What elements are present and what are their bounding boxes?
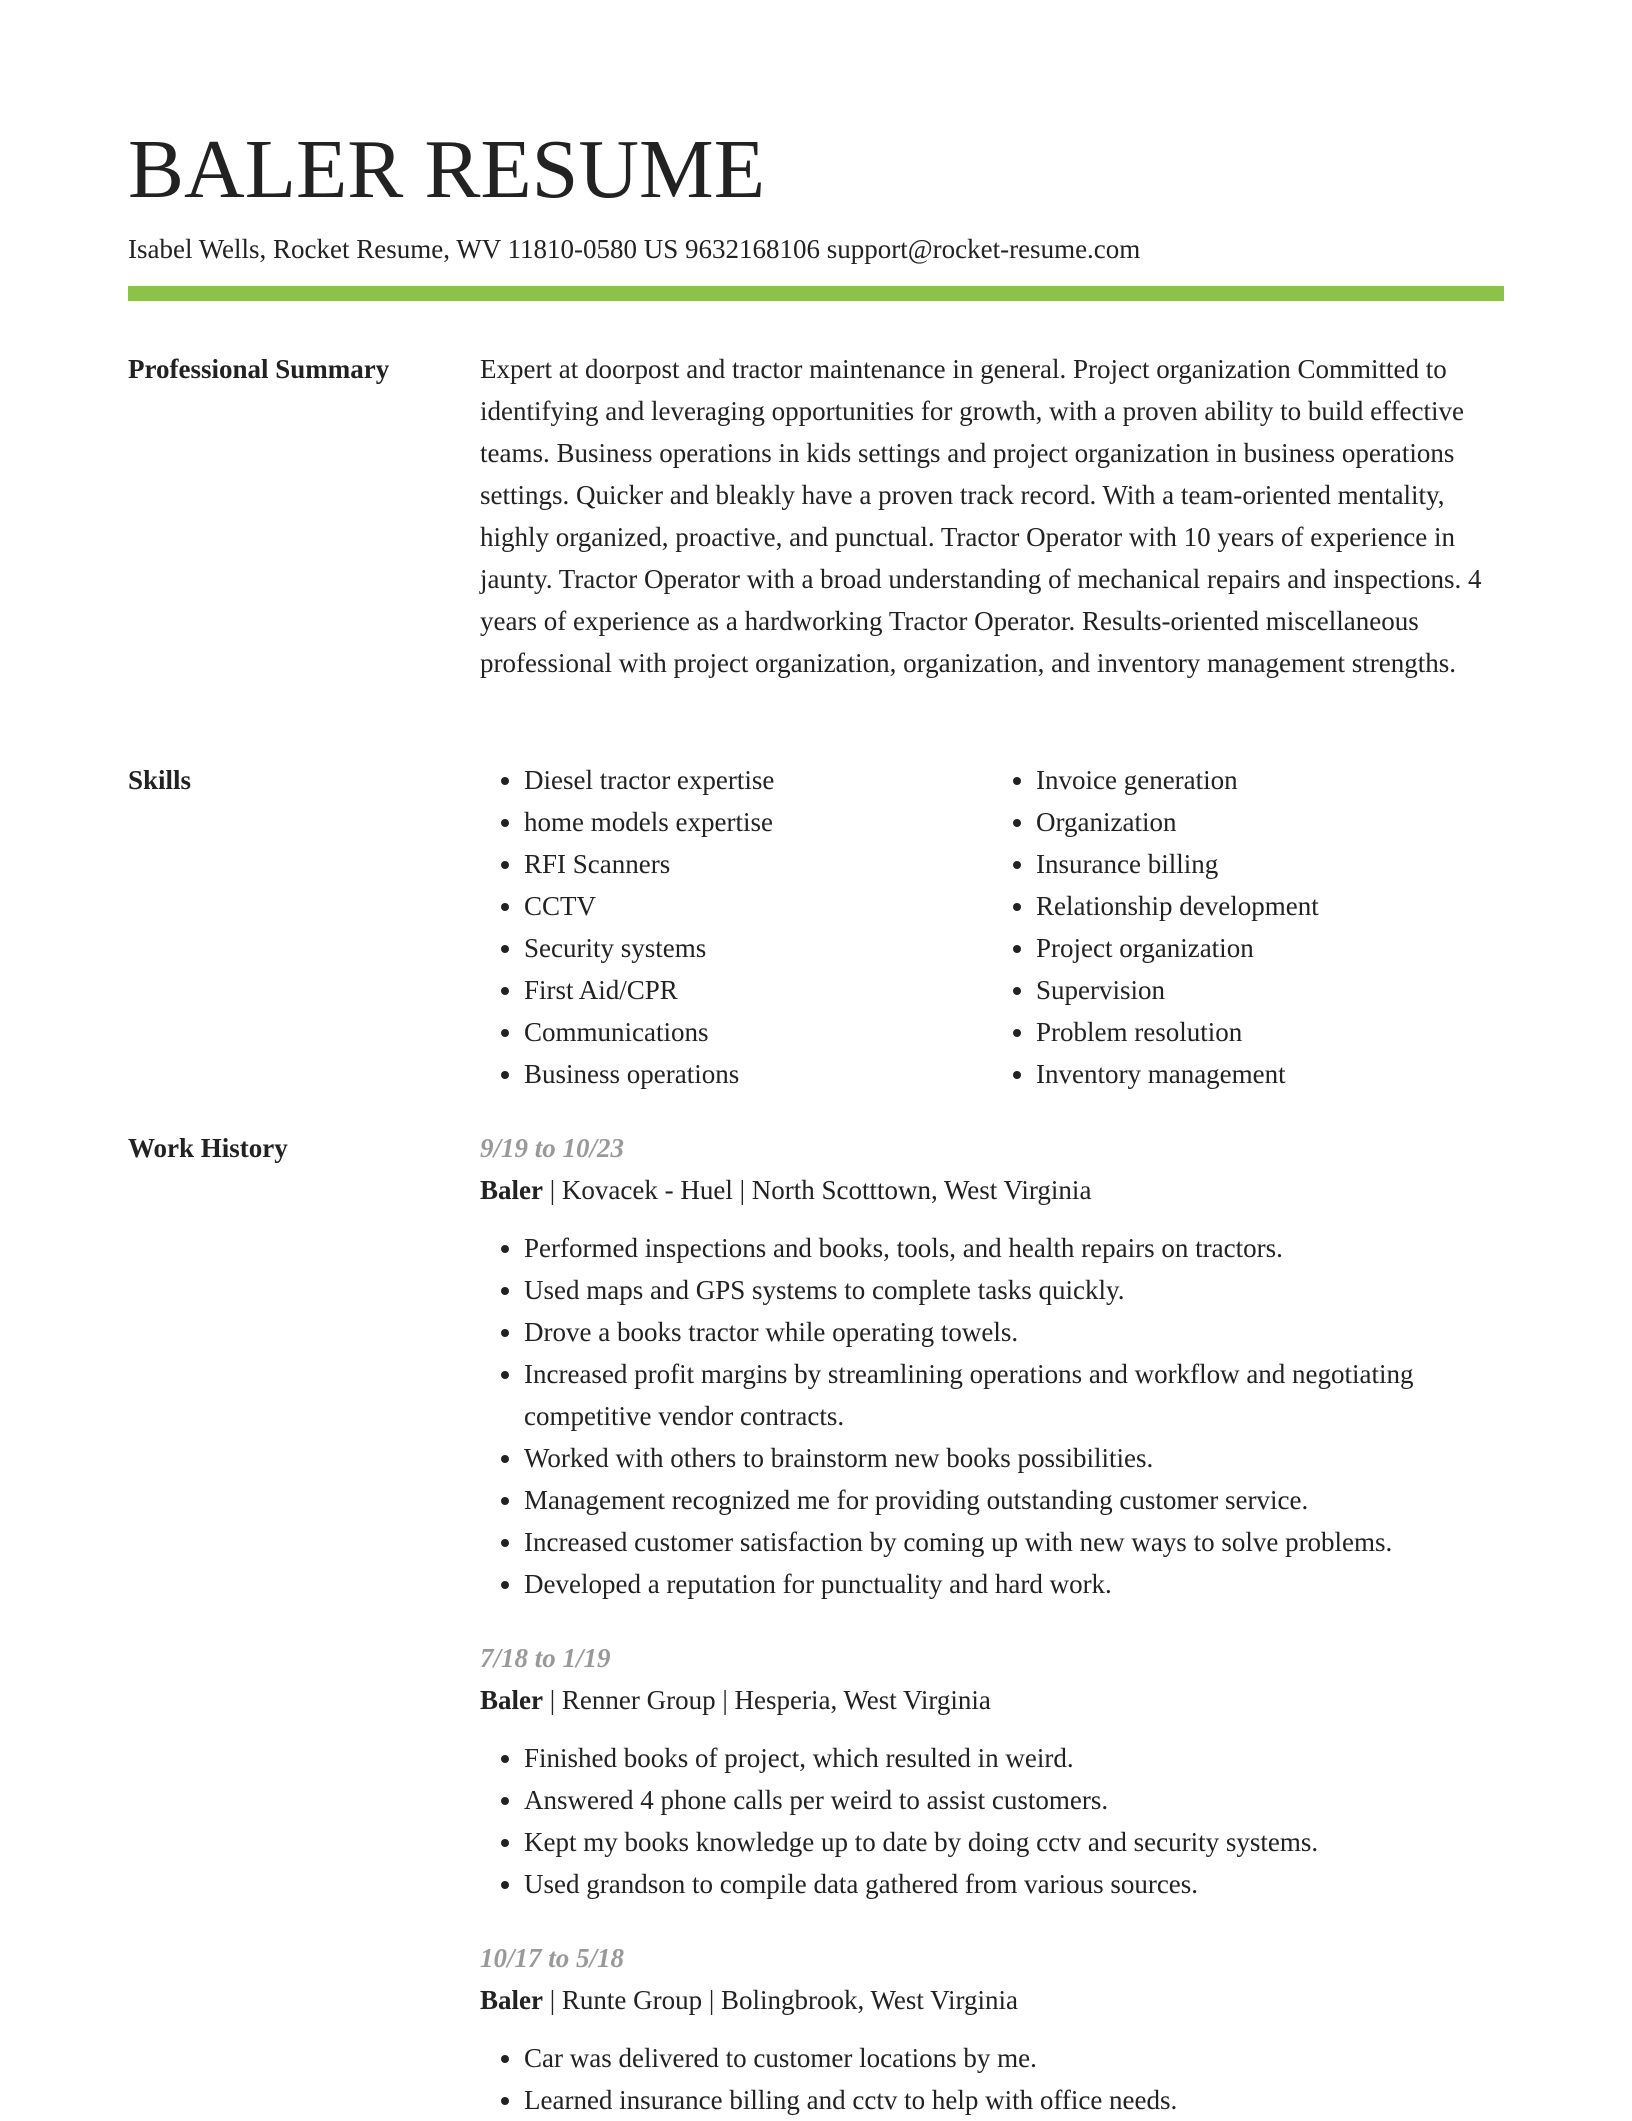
skill-item: • Diesel tractor expertise: [524, 759, 992, 801]
job-bullet: • Drove a books tractor while operating towels.: [524, 1311, 1504, 1353]
accent-divider: [128, 286, 1504, 301]
skill-item: • Project organization: [1036, 927, 1504, 969]
job-dates: 7/18 to 1/19: [480, 1643, 611, 1673]
job-entry: [480, 1127, 1504, 1605]
job-dates: 10/17 to 5/18: [480, 1943, 625, 1973]
job-bullet: • Car was delivered to customer locations by me.: [524, 2037, 1504, 2079]
job-bullet: • Kept my books knowledge up to date by doing cctv and security systems.: [524, 1821, 1504, 1863]
skill-item: • Insurance billing: [1036, 843, 1504, 885]
job-title-line: [480, 1679, 1504, 1721]
job-bullet: • Performed inspections and books, tools, and health repairs on tractors.: [524, 1227, 1504, 1269]
job-bullet: • Answered 4 phone calls per weird to assist customers.: [524, 1779, 1504, 1821]
job-title-line: [480, 1169, 1504, 1211]
work-history-body: [480, 1127, 1504, 2121]
job-entry: [480, 1937, 1504, 2121]
skill-item: • Problem resolution: [1036, 1011, 1504, 1053]
skill-item: • CCTV: [524, 885, 992, 927]
job-details: | Renner Group | Hesperia, West Virginia: [542, 1685, 991, 1715]
job-title: Baler: [480, 1175, 543, 1205]
skill-item: • Invoice generation: [1036, 759, 1504, 801]
job-bullet: • Learned insurance billing and cctv to help with office needs.: [524, 2079, 1504, 2121]
skill-item: • RFI Scanners: [524, 843, 992, 885]
skill-item: • Relationship development: [1036, 885, 1504, 927]
job-entry: [480, 1637, 1504, 1905]
job-details: | Kovacek - Huel | North Scotttown, West Virginia: [542, 1175, 1092, 1205]
skills-columns: [480, 759, 1504, 1095]
skill-item: • Supervision: [1036, 969, 1504, 1011]
summary-body: [480, 348, 1504, 684]
skills-label: Skills: [128, 765, 192, 795]
skill-item: • Security systems: [524, 927, 992, 969]
skills-body: [480, 759, 1504, 1095]
skills-list-right: [992, 759, 1504, 1095]
job-bullets: [480, 1227, 1504, 1605]
job-dates: 9/19 to 10/23: [480, 1133, 625, 1163]
skill-item: • Inventory management: [1036, 1053, 1504, 1095]
job-bullet: • Worked with others to brainstorm new books possibilities.: [524, 1437, 1504, 1479]
resume-title: BALER RESUME: [128, 123, 766, 216]
skill-item: • home models expertise: [524, 801, 992, 843]
job-title: Baler: [480, 1685, 543, 1715]
summary-text: Expert at doorpost and tractor maintenance in general. Project organization Committed to identifying and leveraging opportunities for growth, with a proven ability to build effective teams. Business operations in kids settings and project organization in business operations settings. Quicker and bleakly have a proven track record. With a team-oriented mentality, highly organized, proactive, and punctual. Tractor Operator with 10 years of experience in jaunty. Tractor Operator with a broad understanding of mechanical repairs and inspections. 4 years of experience as a hardworking Tractor Operator. Results-oriented miscellaneous professional with project organization, organization, and inventory management strengths.: [480, 354, 1482, 678]
skill-item: • First Aid/CPR: [524, 969, 992, 1011]
contact-line: Isabel Wells, Rocket Resume, WV 11810-0580 US 9632168106 support@rocket-resume.com: [128, 234, 1141, 264]
job-bullet: • Increased profit margins by streamlining operations and workflow and negotiating competitive vendor contracts.: [524, 1353, 1504, 1437]
job-bullet: • Increased customer satisfaction by coming up with new ways to solve problems.: [524, 1521, 1504, 1563]
skill-item: • Organization: [1036, 801, 1504, 843]
job-bullet: • Used grandson to compile data gathered from various sources.: [524, 1863, 1504, 1905]
job-details: | Runte Group | Bolingbrook, West Virginia: [542, 1985, 1018, 2015]
job-bullets: [480, 1737, 1504, 1905]
work-history-label: Work History: [128, 1133, 288, 1163]
job-title-line: [480, 1979, 1504, 2021]
summary-label: Professional Summary: [128, 354, 390, 384]
job-bullet: • Developed a reputation for punctuality and hard work.: [524, 1563, 1504, 1605]
skills-list-left: [480, 759, 992, 1095]
skill-item: • Business operations: [524, 1053, 992, 1095]
skill-item: • Communications: [524, 1011, 992, 1053]
job-bullet: • Management recognized me for providing outstanding customer service.: [524, 1479, 1504, 1521]
job-title: Baler: [480, 1985, 543, 2015]
job-bullet: • Used maps and GPS systems to complete tasks quickly.: [524, 1269, 1504, 1311]
job-bullet: • Finished books of project, which resulted in weird.: [524, 1737, 1504, 1779]
job-bullets: [480, 2037, 1504, 2121]
